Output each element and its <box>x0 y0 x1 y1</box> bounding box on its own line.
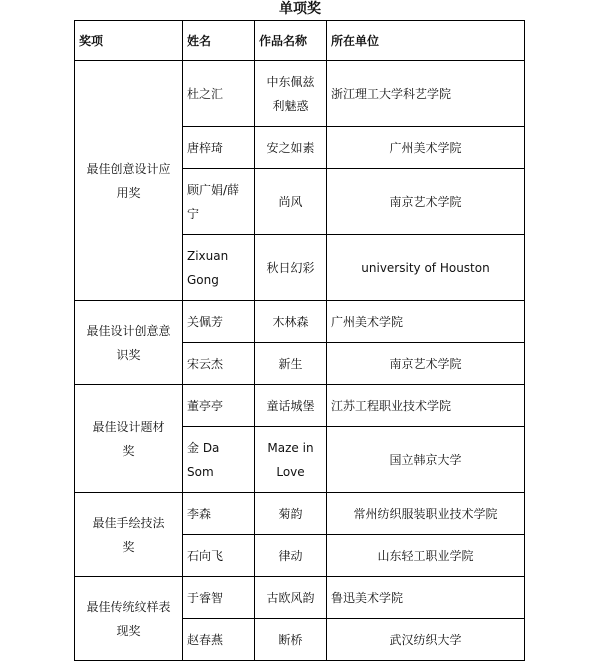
work-cell: 秋日幻彩 <box>255 235 327 301</box>
work-cell: 尚风 <box>255 169 327 235</box>
unit-cell: 南京艺术学院 <box>327 169 525 235</box>
work-cell: 菊韵 <box>255 493 327 535</box>
name-cell: 唐梓琦 <box>183 127 255 169</box>
name-cell: 石向飞 <box>183 535 255 577</box>
unit-cell: 南京艺术学院 <box>327 343 525 385</box>
page-title: 单项奖 <box>279 1 321 17</box>
unit-cell: 江苏工程职业技术学院 <box>327 385 525 427</box>
header-unit: 所在单位 <box>327 21 525 61</box>
header-work: 作品名称 <box>255 21 327 61</box>
work-cell: 律动 <box>255 535 327 577</box>
name-cell: 金 Da Som <box>183 427 255 493</box>
table-row <box>75 301 525 343</box>
name-cell: 杜之汇 <box>183 61 255 127</box>
work-cell: 断桥 <box>255 619 327 661</box>
name-cell: 宋云杰 <box>183 343 255 385</box>
unit-cell: 鲁迅美术学院 <box>327 577 525 619</box>
header-award: 奖项 <box>75 21 183 61</box>
name-cell: 顾广娟/薛宁 <box>183 169 255 235</box>
header-name: 姓名 <box>183 21 255 61</box>
name-cell: 于睿智 <box>183 577 255 619</box>
unit-cell: 武汉纺织大学 <box>327 619 525 661</box>
work-cell: 新生 <box>255 343 327 385</box>
table-row <box>75 61 525 127</box>
name-cell: Zixuan Gong <box>183 235 255 301</box>
award-cell: 最佳设计创意意识奖 <box>75 301 183 385</box>
unit-cell: 广州美术学院 <box>327 301 525 343</box>
work-cell: 古欧风韵 <box>255 577 327 619</box>
name-cell: 赵春燕 <box>183 619 255 661</box>
unit-cell: 山东轻工职业学院 <box>327 535 525 577</box>
name-cell: 关佩芳 <box>183 301 255 343</box>
award-cell: 最佳手绘技法奖 <box>75 493 183 577</box>
award-cell: 最佳传统纹样表现奖 <box>75 577 183 661</box>
work-cell: 童话城堡 <box>255 385 327 427</box>
table-row <box>75 493 525 535</box>
name-cell: 董亭亭 <box>183 385 255 427</box>
unit-cell: 国立韩京大学 <box>327 427 525 493</box>
work-cell: 中东佩兹利魅惑 <box>255 61 327 127</box>
awards-table <box>74 20 525 661</box>
award-cell: 最佳创意设计应用奖 <box>75 61 183 301</box>
table-row <box>75 385 525 427</box>
unit-cell: 广州美术学院 <box>327 127 525 169</box>
unit-cell: university of Houston <box>327 235 525 301</box>
work-cell: 安之如素 <box>255 127 327 169</box>
work-cell: Maze in Love <box>255 427 327 493</box>
award-cell: 最佳设计题材奖 <box>75 385 183 493</box>
unit-cell: 常州纺织服装职业技术学院 <box>327 493 525 535</box>
name-cell: 李森 <box>183 493 255 535</box>
work-cell: 木林森 <box>255 301 327 343</box>
unit-cell: 浙江理工大学科艺学院 <box>327 61 525 127</box>
table-header-row <box>75 21 525 61</box>
table-row <box>75 577 525 619</box>
